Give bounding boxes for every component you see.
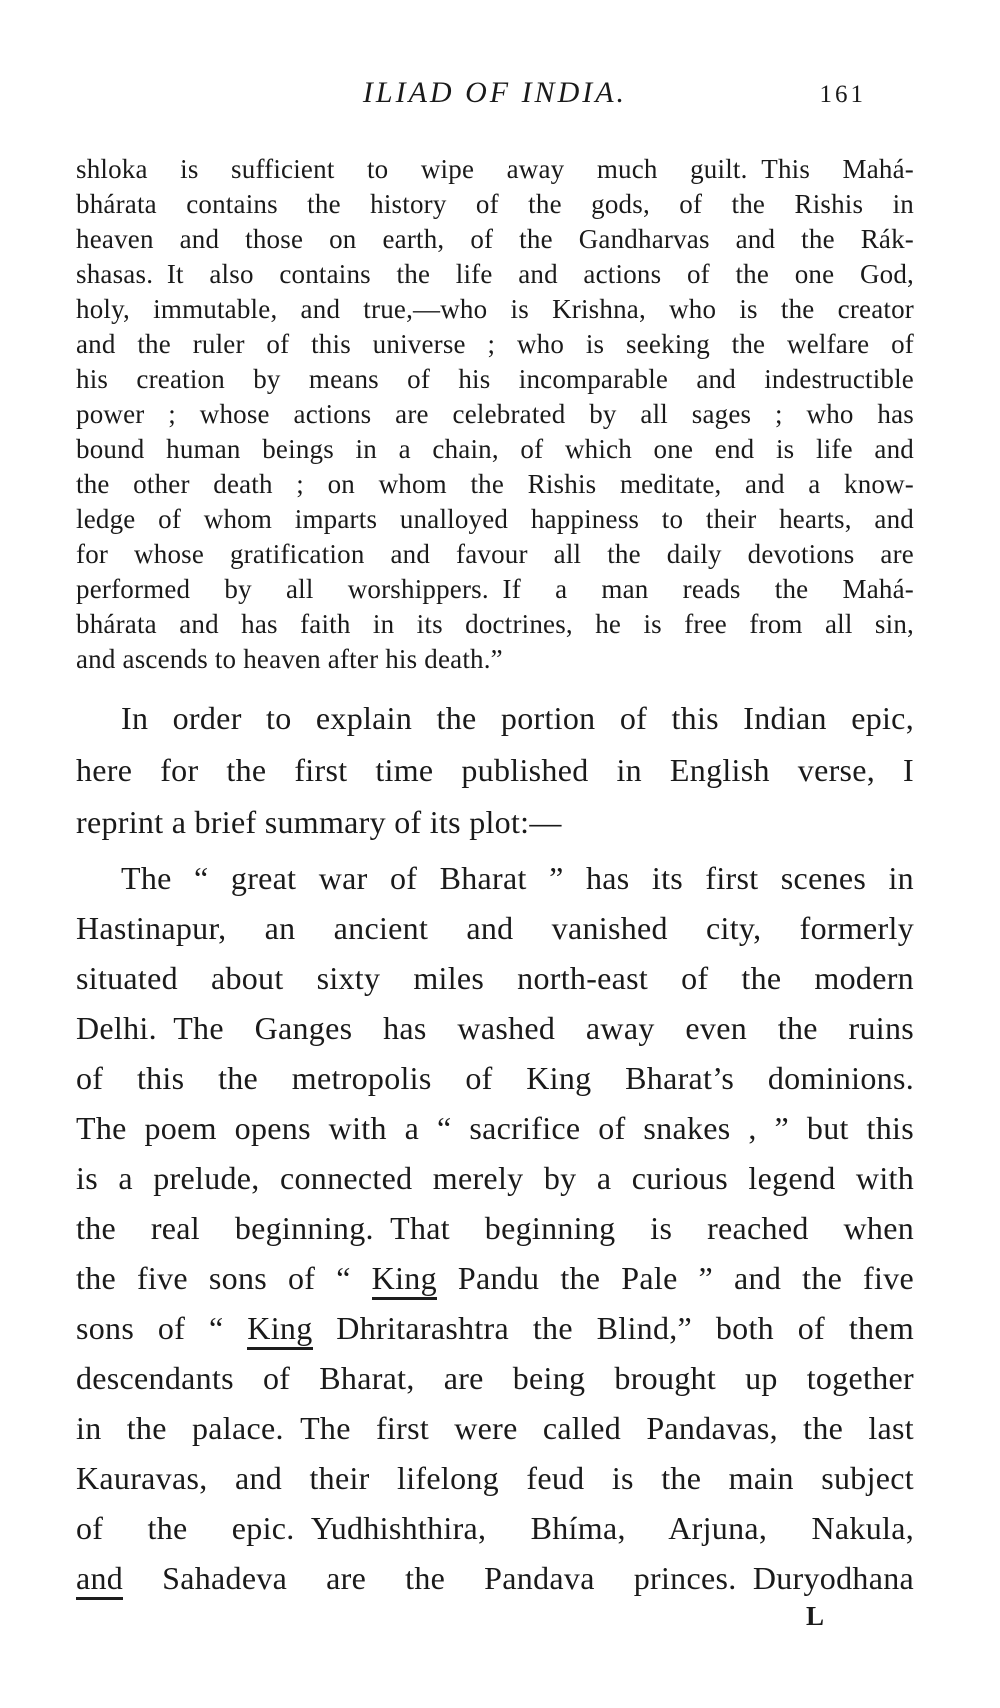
underlined-word: King (247, 1310, 312, 1350)
text-line: and ascends to heaven after his death.” (76, 644, 503, 674)
text-line: sons of “ King Dhritarashtra the Blind,” both of them (76, 1303, 914, 1353)
page-number: 161 (819, 81, 866, 108)
text-line: holy, immutable, and true,—who is Krishna, who is the creator (76, 294, 914, 324)
page-header (76, 76, 914, 118)
text-line: situated about sixty miles north-east of the modern (76, 960, 914, 996)
text-line: of the epic. Yudhishthira, Bhíma, Arjuna, Nakula, (76, 1510, 914, 1546)
text-line: and the ruler of this universe ; who is seeking the welfare of (76, 329, 914, 359)
running-title: ILIAD OF INDIA. (362, 76, 628, 109)
text-line: shasas. It also contains the life and actions of the one God, (76, 259, 914, 289)
text-line: reprint a brief summary of its plot:— (76, 804, 562, 840)
text-line: in the palace. The first were called Pandavas, the last (76, 1410, 914, 1446)
text-line: ledge of whom imparts unalloyed happiness to their hearts, and (76, 504, 914, 534)
text-line: here for the first time published in English verse, I (76, 752, 914, 788)
paragraph-plot-summary (76, 853, 914, 1603)
text-line: for whose gratification and favour all the daily devotions are (76, 539, 914, 569)
paragraph-intro (76, 692, 914, 848)
text-line: Kauravas, and their lifelong feud is the main subject (76, 1460, 914, 1496)
underlined-word: and (76, 1560, 123, 1600)
text-line: performed by all worshippers. If a man reads the Mahá- (76, 574, 914, 604)
text-line: heaven and those on earth, of the Gandharvas and the Rák- (76, 224, 914, 254)
text-line: the other death ; on whom the Rishis meditate, and a know- (76, 469, 914, 499)
text-line: bhárata and has faith in its doctrines, he is free from all sin, (76, 609, 914, 639)
text-line: the real beginning. That beginning is reached when (76, 1210, 914, 1246)
text-line: Hastinapur, an ancient and vanished city, formerly (76, 910, 914, 946)
text-line: his creation by means of his incomparable and indestructible (76, 364, 914, 394)
text-block (76, 152, 914, 1603)
text-line: the five sons of “ King Pandu the Pale ” and the five (76, 1253, 914, 1303)
text-line: descendants of Bharat, are being brought up together (76, 1360, 914, 1396)
text-line: shloka is sufficient to wipe away much guilt. This Mahá- (76, 154, 914, 184)
text-line: The “ great war of Bharat ” has its first scenes in (121, 860, 914, 896)
text-line: Delhi. The Ganges has washed away even the ruins (76, 1010, 914, 1046)
text-line: power ; whose actions are celebrated by all sages ; who has (76, 399, 914, 429)
underlined-word: King (372, 1260, 437, 1300)
printer-signature-mark: L (806, 1601, 826, 1631)
text-line: bound human beings in a chain, of which one end is life and (76, 434, 914, 464)
text-line: In order to explain the portion of this Indian epic, (121, 700, 914, 736)
text-line: bhárata contains the history of the gods, of the Rishis in (76, 189, 914, 219)
text-line: is a prelude, connected merely by a curious legend with (76, 1160, 914, 1196)
text-line: and Sahadeva are the Pandava princes. Duryodhana (76, 1553, 914, 1603)
quote-block (76, 152, 914, 677)
text-line: The poem opens with a “ sacrifice of snakes , ” but this (76, 1110, 914, 1146)
text-line: of this the metropolis of King Bharat’s dominions. (76, 1060, 914, 1096)
